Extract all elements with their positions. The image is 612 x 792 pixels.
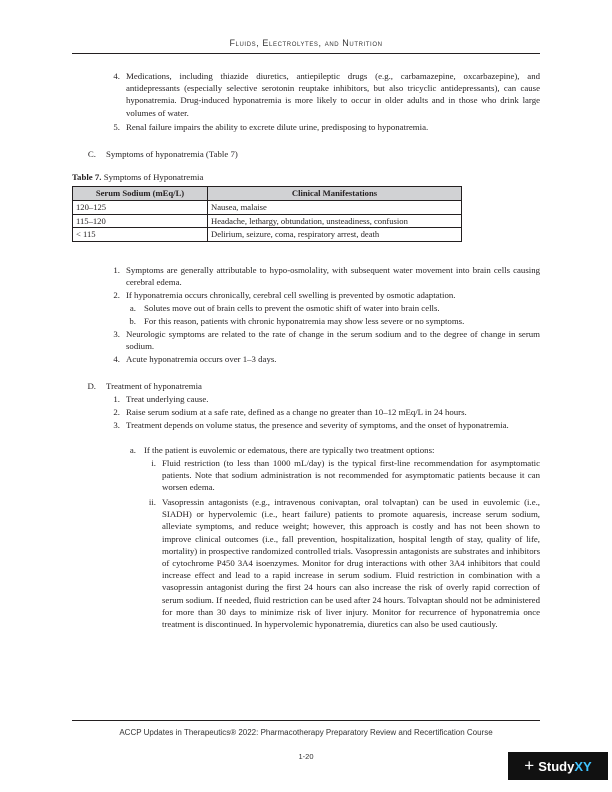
table-title: Symptoms of Hyponatremia [103,172,204,182]
list-item: Solutes move out of brain cells to prevent the osmotic shift of water into brain cells. [144,303,440,313]
list-letter: b. [129,316,136,326]
list-item: Fluid restriction (to less than 1000 mL/day) is the typical first-line recommendation for asymptomatic patients. Note that sodium administration is not recommended for asymptomatic patients because it can worsen edema. [162,458,540,493]
table-cell: Delirium, seizure, coma, respiratory arrest, death [208,228,462,242]
list-roman: ii. [148,497,156,507]
plus-icon: + [524,756,535,775]
list-item: For this reason, patients with chronic hyponatremia may show less severe or no symptoms. [144,316,465,326]
list-item: Neurologic symptoms are related to the rate of change in the serum sodium and to the degree of change in serum sodium. [126,329,540,352]
page-number: 1-20 [298,752,314,761]
list-number: 4. [113,71,120,81]
table-cell: 115–120 [73,214,208,228]
column-header: Clinical Manifestations [208,187,462,201]
table-cell: Nausea, malaise [208,200,462,214]
sodium-table [72,186,462,242]
table-row [73,200,462,214]
column-header: Serum Sodium (mEq/L) [73,187,208,201]
list-item: Medications, including thiazide diuretics, antiepileptic drugs (e.g., carbamazepine, oxcarbazepine), and antidepressants (especially selective serotonin reuptake inhibitors, but also tricyclic antidepressants), can cause hyponatremia. Drug-induced hyponatremia is more likely to occur in older adults and in those who drink large volumes of water. [126,71,540,118]
table-cell: Headache, lethargy, obtundation, unsteadiness, confusion [208,214,462,228]
list-number: 2. [113,407,120,417]
list-item: Symptoms are generally attributable to hypo-osmolality, with subsequent water movement into brain cells causing cerebral edema. [126,265,540,288]
table-label: Table 7. [72,172,102,182]
list-item: Vasopressin antagonists (e.g., intravenous conivaptan, oral tolvaptan) can be used in euvolemic (i.e., SIADH) or hypervolemic (i.e., heart failure) patients to promote aquaresis, increase serum sodium, alleviate symptoms, and reduce weight; however, this approach is costly and has not been shown to improve clinical outcomes (i.e., fall prevention, hospitalization, hospital length of stay, quality of life, mortality) in prospective randomized controlled trials. Vasopressin antagonists are substrates and inhibitors of cytochrome P450 3A4 isoenzymes. Monitor for drug interactions with other 3A4 inhibitors that could increase effect and lead to a rapid increase in serum sodium. Fluid restriction in combination with a vasopressin antagonist during the first 24 hours can also increase the risk of overly rapid correction of serum sodium. If needed, fluid restriction can be used after 24 hours. Tolvaptan should not be administered for more than 30 days to minimize risk of liver injury. Monitor for recurrence of hyponatremia once treatment is discontinued. In hypervolemic hyponatremia, diuretics can also be used cautiously. [162,497,540,630]
logo-word: Study [538,758,575,774]
list-number: 5. [113,122,120,132]
table-row [73,214,462,228]
table-caption [72,171,203,183]
section-letter: C. [87,149,96,159]
list-number: 3. [113,420,120,430]
section-heading: Symptoms of hyponatremia (Table 7) [106,149,238,159]
section-heading: Treatment of hyponatremia [106,381,202,391]
running-head: Fluids, Electrolytes, and Nutrition [229,38,383,48]
list-letter: a. [129,445,136,455]
list-item: Treat underlying cause. [126,394,209,404]
list-number: 1. [113,394,120,404]
list-item: If the patient is euvolemic or edematous, there are typically two treatment options: [144,445,435,455]
list-item: If hyponatremia occurs chronically, cerebral cell swelling is prevented by osmotic adaptation. [126,290,456,300]
list-roman: i. [151,458,156,468]
header-rule [72,53,540,54]
list-item: Acute hyponatremia occurs over 1–3 days. [126,354,277,364]
table-cell: < 115 [73,228,208,242]
list-number: 1. [113,265,120,275]
footer-rule [72,720,540,721]
logo-accent: XY [574,758,592,774]
studyxy-logo [508,752,608,780]
table-cell: 120–125 [73,200,208,214]
list-number: 2. [113,290,120,300]
list-number: 3. [113,329,120,339]
table-row [73,228,462,242]
list-item: Raise serum sodium at a safe rate, defined as a change no greater than 10–12 mEq/L in 24 hours. [126,407,467,417]
table-header-row [73,187,462,201]
list-letter: a. [129,303,136,313]
list-number: 4. [113,354,120,364]
list-item: Renal failure impairs the ability to excrete dilute urine, predisposing to hyponatremia. [126,122,429,132]
section-letter: D. [87,381,96,391]
list-item: Treatment depends on volume status, the presence and severity of symptoms, and the onset of hyponatremia. [126,420,509,430]
footer-text: ACCP Updates in Therapeutics® 2022: Pharmacotherapy Preparatory Review and Recertification Course [119,728,493,737]
